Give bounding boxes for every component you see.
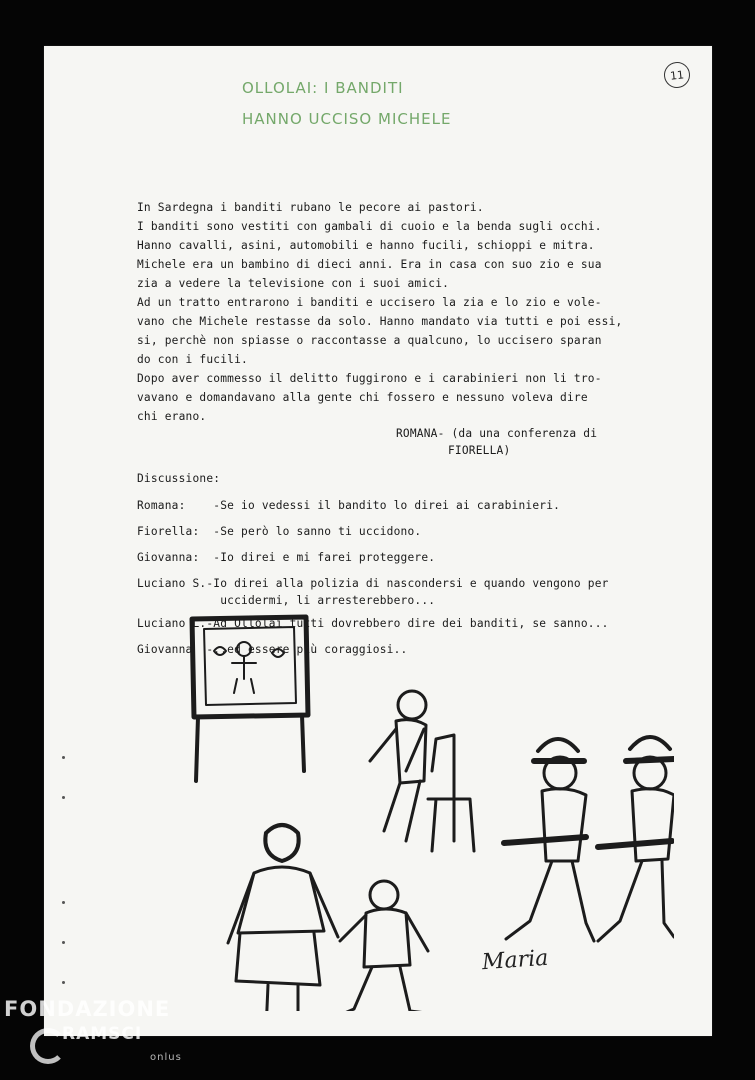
text-line: Dopo aver commesso il delitto fuggirono e i carabinieri non li tro-: [137, 372, 602, 385]
discussion-line: Romana: -Se io vedessi il bandito lo direi ai carabinieri.: [137, 499, 561, 512]
margin-dot: [62, 756, 65, 759]
attribution-line-2: FIORELLA): [448, 444, 511, 457]
watermark-line-3: onlus: [150, 1052, 182, 1063]
text-line: I banditi sono vestiti con gambali di cuoio e la benda sugli occhi.: [137, 220, 602, 233]
discussion-line: Luciano L.-Ad Ollolai tutti dovrebbero dire dei banditi, se sanno...: [137, 617, 609, 630]
text-line: chi erano.: [137, 410, 207, 423]
watermark-logo-icon: [30, 1028, 66, 1064]
signature: Maria: [481, 945, 550, 976]
text-line: vavano e domandavano alla gente chi fossero e nessuno voleva dire: [137, 391, 588, 404]
bandit-1-drawing: [504, 739, 594, 941]
child-drawing: [340, 881, 428, 1011]
text-line: Michele era un bambino di dieci anni. Era in casa con suo zio e sua: [137, 258, 602, 271]
woman-drawing: [228, 825, 338, 1011]
discussion-line: Giovanna -..ed essere più coraggiosi..: [137, 643, 408, 656]
margin-dot: [62, 796, 65, 799]
text-line: In Sardegna i banditi rubano le pecore ai pastori.: [137, 201, 484, 214]
seated-person-drawing: [370, 691, 474, 851]
television-drawing: [192, 617, 308, 781]
text-line: si, perchè non spiasse o raccontasse a qualcuno, lo uccisero sparan: [137, 334, 602, 347]
bandit-2-drawing: [598, 737, 674, 941]
discussion-heading: Discussione:: [137, 472, 221, 485]
margin-dot: [62, 901, 65, 904]
margin-dot: [62, 941, 65, 944]
attribution-line-1: ROMANA- (da una conferenza di: [396, 427, 598, 440]
title-line-1: OLLOLAI: I BANDITI: [242, 79, 404, 97]
page-number: 11: [663, 61, 692, 90]
discussion-line: uccidermi, li arresterebbero...: [137, 594, 436, 607]
text-line: Hanno cavalli, asini, automobili e hanno fucili, schioppi e mitra.: [137, 239, 595, 252]
document-page: [44, 46, 712, 1036]
watermark-line-2: RAMSCI: [62, 1024, 143, 1044]
text-line: Ad un tratto entrarono i banditi e uccisero la zia e lo zio e vole-: [137, 296, 602, 309]
discussion-line: Fiorella: -Se però lo sanno ti uccidono.: [137, 525, 422, 538]
discussion-line: Luciano S.-Io direi alla polizia di nascondersi e quando vengono per: [137, 577, 609, 590]
margin-dot: [62, 981, 65, 984]
text-line: do con i fucili.: [137, 353, 248, 366]
discussion-line: Giovanna: -Io direi e mi farei proteggere.: [137, 551, 436, 564]
watermark-line-1: FONDAZIONE: [4, 997, 171, 1021]
text-line: zia a vedere la televisione con i suoi amici.: [137, 277, 450, 290]
text-line: vano che Michele restasse da solo. Hanno mandato via tutti e poi essi,: [137, 315, 623, 328]
crayon-drawing: [174, 611, 674, 1011]
title-line-2: HANNO UCCISO MICHELE: [242, 110, 452, 128]
